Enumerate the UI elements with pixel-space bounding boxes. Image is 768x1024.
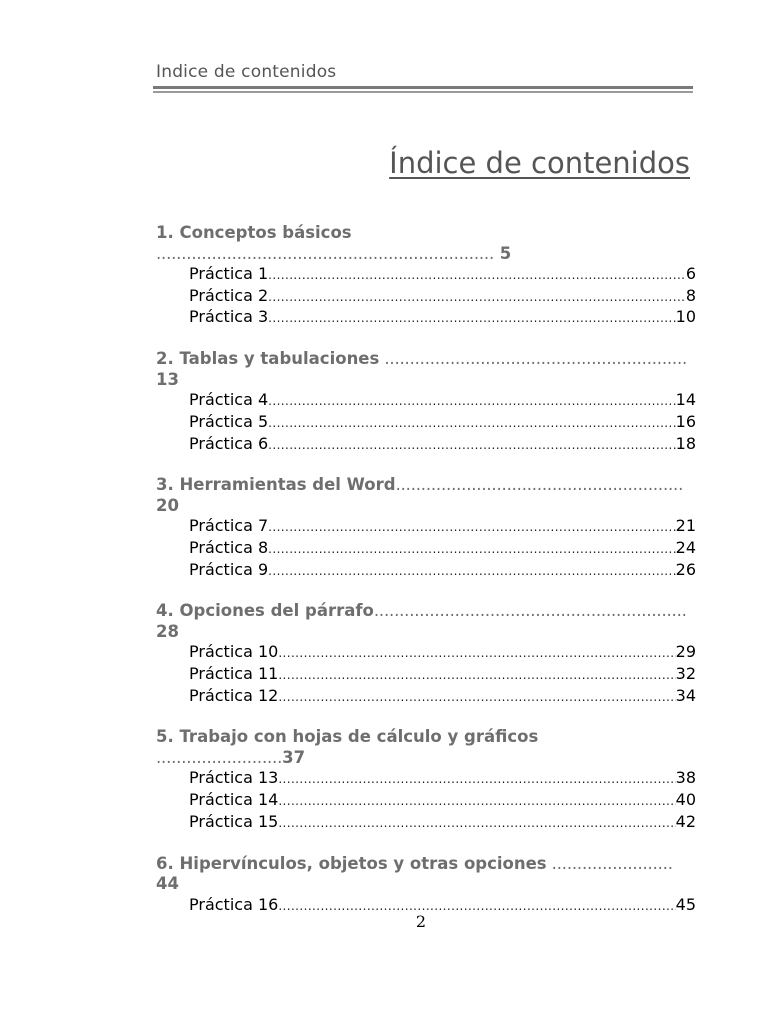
section-heading[interactable] [156,727,692,768]
dot-leader [278,687,675,708]
toc-entry[interactable] [189,307,696,329]
toc-section-2 [156,349,696,455]
entry-page-number: 21 [675,516,696,536]
header-rule-thin [153,91,693,93]
entry-page-number: 32 [675,664,696,684]
dot-leader: ........................ [546,853,673,873]
section-heading[interactable] [156,854,692,895]
entry-page-number: 40 [675,790,696,810]
dot-leader: ......................... [156,747,283,767]
toc-entry[interactable] [189,664,696,686]
section-title: 4. Opciones del párrafo [156,601,374,621]
dot-leader [268,287,686,308]
dot-leader [268,561,676,582]
toc-section-3 [156,475,696,581]
toc-section-1 [156,223,696,329]
entry-page-number: 42 [675,811,696,831]
entry-label: Práctica 10 [189,642,279,662]
section-title: 6. Hipervínculos, objetos y otras opciones [156,853,547,873]
section-title: 3. Herramientas del Word [156,475,396,495]
section-title: 1. Conceptos básicos [156,223,352,242]
entry-label: Práctica 13 [189,768,279,788]
entry-page-number: 10 [675,307,696,327]
section-heading[interactable] [156,601,692,642]
entry-label: Práctica 1 [189,264,269,283]
entry-page-number: 26 [675,559,696,579]
entry-page-number: 45 [675,894,696,914]
section-heading[interactable] [156,349,692,390]
toc-entry[interactable] [189,538,696,560]
dot-leader: ......................................................... [395,475,684,495]
entry-page-number: 16 [675,411,696,431]
dot-leader [278,769,675,790]
section-title: 5. Trabajo con hojas de cálculo y gráficos [156,727,539,747]
toc-section-6 [156,854,696,917]
dot-leader [278,791,675,812]
table-of-contents [156,223,696,936]
header-rule [153,86,693,93]
entry-page-number: 8 [685,285,696,305]
toc-entry[interactable] [189,686,696,708]
toc-entry[interactable] [189,264,696,286]
dot-leader: .............................................................. [373,601,687,621]
section-page-number: 44 [156,874,179,894]
dot-leader: ............................................................ [379,349,688,369]
entry-page-number: 18 [675,433,696,453]
entry-page-number: 24 [675,537,696,557]
dot-leader [268,265,686,286]
entry-page-number: 14 [675,390,696,410]
toc-entry[interactable] [189,790,696,812]
entry-label: Práctica 12 [189,685,279,705]
header-rule-thick [153,86,693,89]
toc-entry[interactable] [189,812,696,834]
entry-label: Práctica 3 [189,307,269,327]
dot-leader [268,435,676,456]
entry-label: Práctica 6 [189,433,269,453]
entry-page-number: 38 [675,768,696,788]
section-page-number: 13 [156,369,179,389]
dot-leader [268,308,676,329]
dot-leader [278,665,675,686]
section-page-number: 37 [282,747,306,767]
dot-leader [268,539,676,560]
toc-entry[interactable] [189,434,696,456]
section-page-number: 20 [156,495,179,515]
dot-leader [268,517,676,538]
toc-section-4 [156,601,696,707]
entry-label: Práctica 15 [189,811,279,831]
dot-leader [268,413,676,434]
toc-entry[interactable] [189,286,696,308]
entry-label: Práctica 14 [189,790,279,810]
entry-label: Práctica 11 [189,664,279,684]
entry-label: Práctica 4 [189,390,269,410]
toc-entry[interactable] [189,560,696,582]
section-heading[interactable] [156,223,692,264]
dot-leader: ................................................................... [156,243,495,263]
dot-leader [278,813,675,834]
toc-section-5 [156,727,696,833]
toc-entry[interactable] [189,412,696,434]
entry-page-number: 6 [685,264,696,283]
toc-entry[interactable] [189,390,696,412]
dot-leader [278,643,675,664]
running-header: Indice de contenidos [156,62,337,82]
section-title: 2. Tablas y tabulaciones [156,349,380,369]
section-page-number: 5 [499,243,512,263]
toc-entry[interactable] [189,768,696,790]
page-number: 2 [415,912,427,931]
entry-page-number: 29 [675,642,696,662]
section-page-number: 28 [156,621,179,641]
toc-entry[interactable] [189,642,696,664]
entry-label: Práctica 5 [189,411,269,431]
section-heading[interactable] [156,475,692,516]
entry-label: Práctica 7 [189,516,269,536]
document-title: Índice de contenidos [389,146,690,180]
entry-page-number: 34 [675,685,696,705]
toc-entry[interactable] [189,516,696,538]
dot-leader [268,391,676,412]
entry-label: Práctica 2 [189,285,269,305]
entry-label: Práctica 8 [189,537,269,557]
entry-label: Práctica 9 [189,559,269,579]
entry-label: Práctica 16 [189,894,279,914]
